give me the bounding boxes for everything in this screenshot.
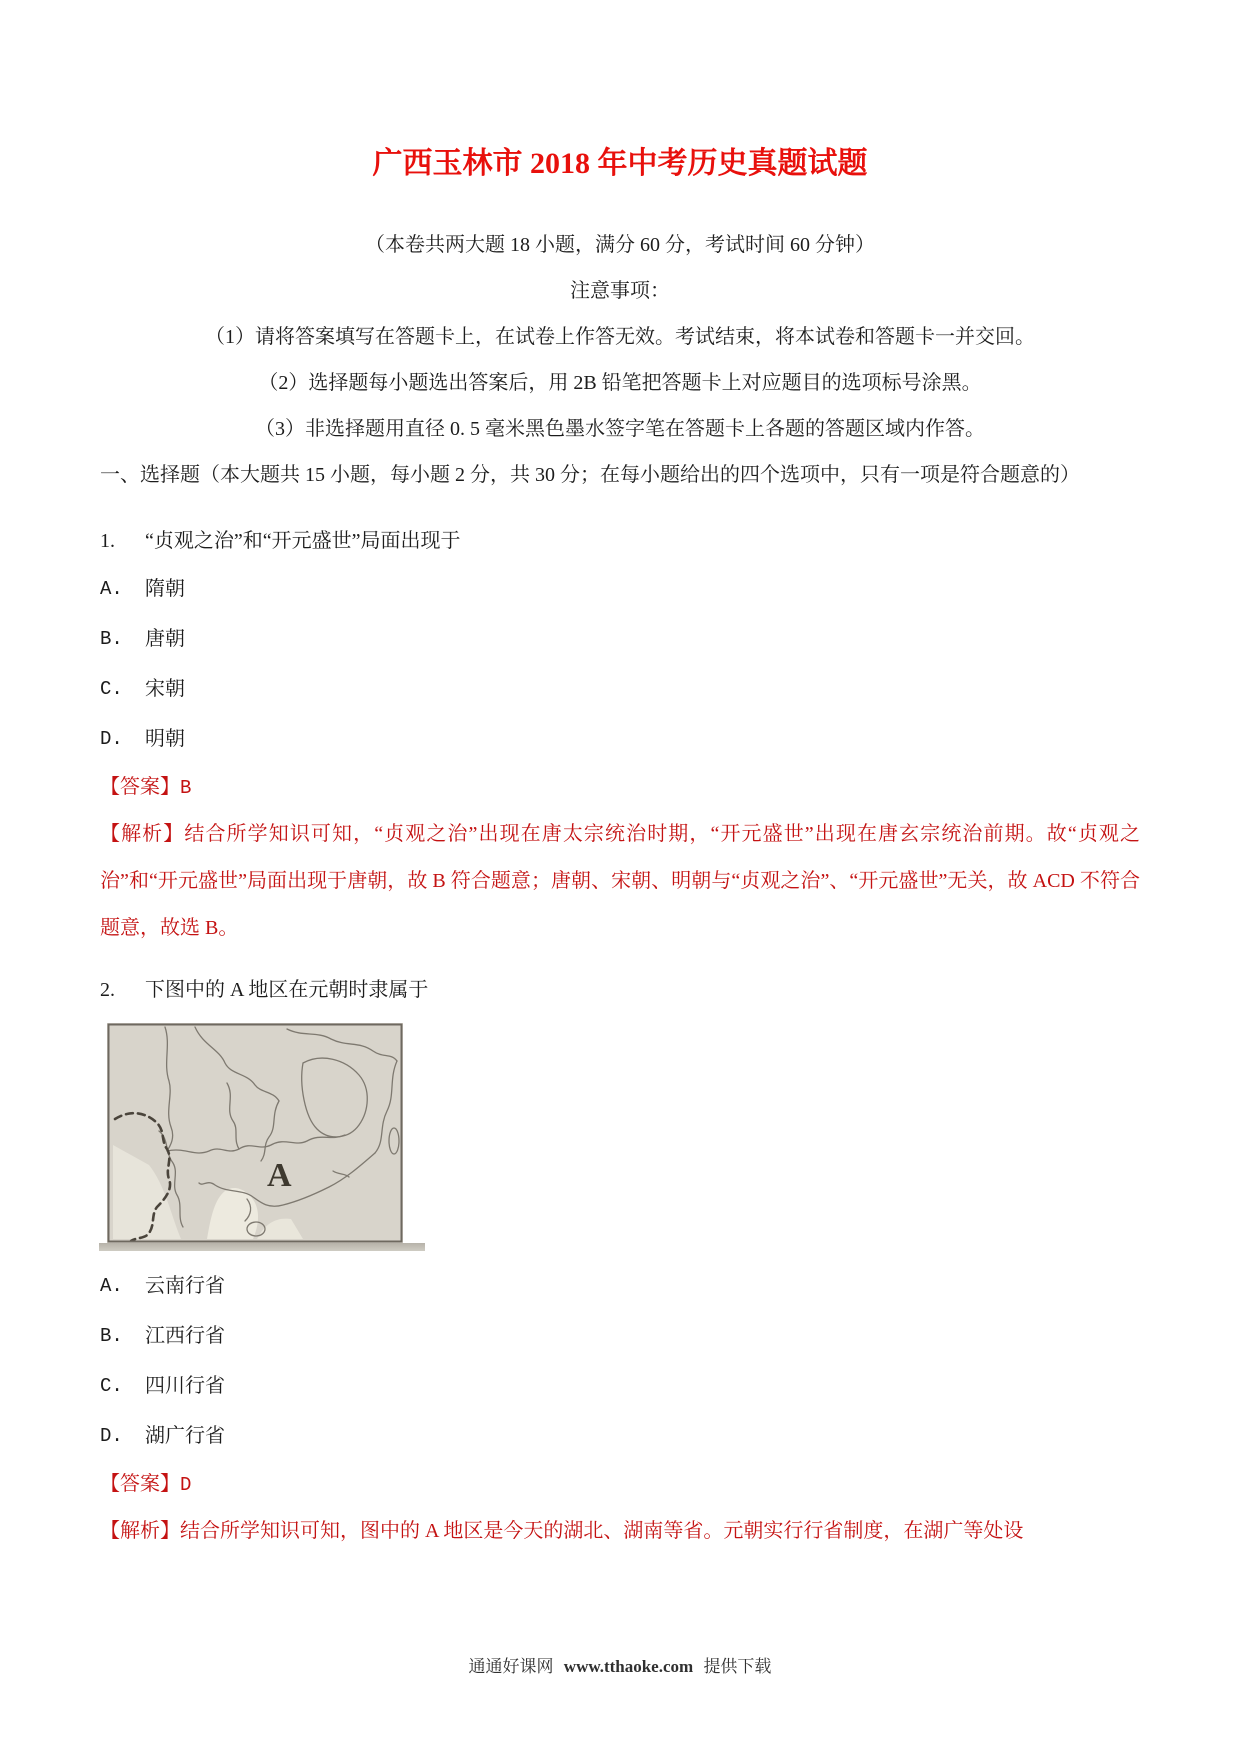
- section-heading: 一、选择题（本大题共 15 小题，每小题 2 分，共 30 分；在每小题给出的四个选项中，只有一项是符合题意的）: [100, 464, 1080, 486]
- analysis-1-label: 【解析】: [100, 823, 185, 845]
- exam-subtitle: （本卷共两大题 18 小题，满分 60 分，考试时间 60 分钟）: [365, 234, 875, 256]
- option-1b-text: 唐朝: [145, 628, 185, 650]
- answer-2-label: 【答案】: [100, 1473, 180, 1495]
- question-2-analysis: [100, 1508, 1140, 1555]
- question-1: [100, 518, 1140, 564]
- china-region-map: [107, 1023, 403, 1243]
- question-2: [100, 967, 1140, 1013]
- answer-1-label: 【答案】: [100, 776, 180, 798]
- question-2-text: 下图中的 A 地区在元朝时隶属于: [145, 979, 429, 1001]
- option-2d-text: 湖广行省: [145, 1425, 225, 1447]
- page-footer: [0, 1652, 1240, 1677]
- option-2a-label: A.: [100, 1275, 123, 1297]
- option-2c: [100, 1361, 1140, 1411]
- option-1a: [100, 564, 1140, 614]
- option-2b: [100, 1311, 1140, 1361]
- notice-item-2: （2）选择题每小题选出答案后，用 2B 铅笔把答题卡上对应题目的选项标号涂黑。: [258, 372, 982, 394]
- question-2-options: [100, 1261, 1140, 1461]
- footer-site-name: 通通好课网: [468, 1657, 554, 1676]
- option-1a-text: 隋朝: [145, 578, 185, 600]
- question-2-number: 2.: [100, 979, 115, 1001]
- option-2d-label: D.: [100, 1425, 123, 1447]
- analysis-2-text: 结合所学知识可知，图中的 A 地区是今天的湖北、湖南等省。元朝实行行省制度，在湖广等处设: [180, 1520, 1024, 1542]
- option-1b-label: B.: [100, 628, 123, 650]
- answer-1-value: B: [180, 777, 192, 799]
- option-2d: [100, 1411, 1140, 1461]
- question-1-number: 1.: [100, 530, 115, 552]
- answer-2-value: D: [180, 1474, 192, 1496]
- option-1c-label: C.: [100, 678, 123, 700]
- map-scan-shadow: [99, 1243, 425, 1251]
- question-1-analysis: [100, 811, 1140, 952]
- option-1c: [100, 664, 1140, 714]
- option-1a-label: A.: [100, 578, 123, 600]
- map-label-a: A: [267, 1157, 292, 1194]
- option-1c-text: 宋朝: [145, 678, 185, 700]
- option-1d: [100, 714, 1140, 764]
- question-1-answer: [100, 764, 1140, 811]
- option-2b-text: 江西行省: [145, 1325, 225, 1347]
- option-2a: [100, 1261, 1140, 1311]
- analysis-2-label: 【解析】: [100, 1520, 180, 1542]
- notice-item-1: （1）请将答案填写在答题卡上，在试卷上作答无效。考试结束，将本试卷和答题卡一并交回。: [205, 326, 1035, 348]
- option-2c-label: C.: [100, 1375, 123, 1397]
- page-title: 广西玉林市 2018 年中考历史真题试题: [372, 147, 868, 180]
- footer-site-url: www.tthaoke.com: [563, 1657, 694, 1676]
- option-2b-label: B.: [100, 1325, 123, 1347]
- analysis-1-text: 结合所学知识可知，“贞观之治”出现在唐太宗统治时期，“开元盛世”出现在唐玄宗统治前期。故“贞观之治”和“开元盛世”局面出现于唐朝，故 B 符合题意；唐朝、宋朝、明朝与“贞观之治”、“开元盛世”无关，故 ACD 不符合题意，故选 B。: [100, 823, 1141, 939]
- question-1-text: “贞观之治”和“开元盛世”局面出现于: [145, 530, 461, 552]
- option-1b: [100, 614, 1140, 664]
- option-2a-text: 云南行省: [145, 1275, 225, 1297]
- question-1-options: [100, 564, 1140, 764]
- option-1d-text: 明朝: [145, 728, 185, 750]
- option-1d-label: D.: [100, 728, 123, 750]
- option-2c-text: 四川行省: [145, 1375, 225, 1397]
- region-map-figure: [107, 1023, 403, 1251]
- question-2-answer: [100, 1461, 1140, 1508]
- notice-heading: 注意事项：: [570, 280, 670, 302]
- footer-suffix: 提供下载: [703, 1657, 772, 1676]
- notice-item-3: （3）非选择题用直径 0. 5 毫米黑色墨水签字笔在答题卡上各题的答题区域内作答。: [255, 418, 985, 440]
